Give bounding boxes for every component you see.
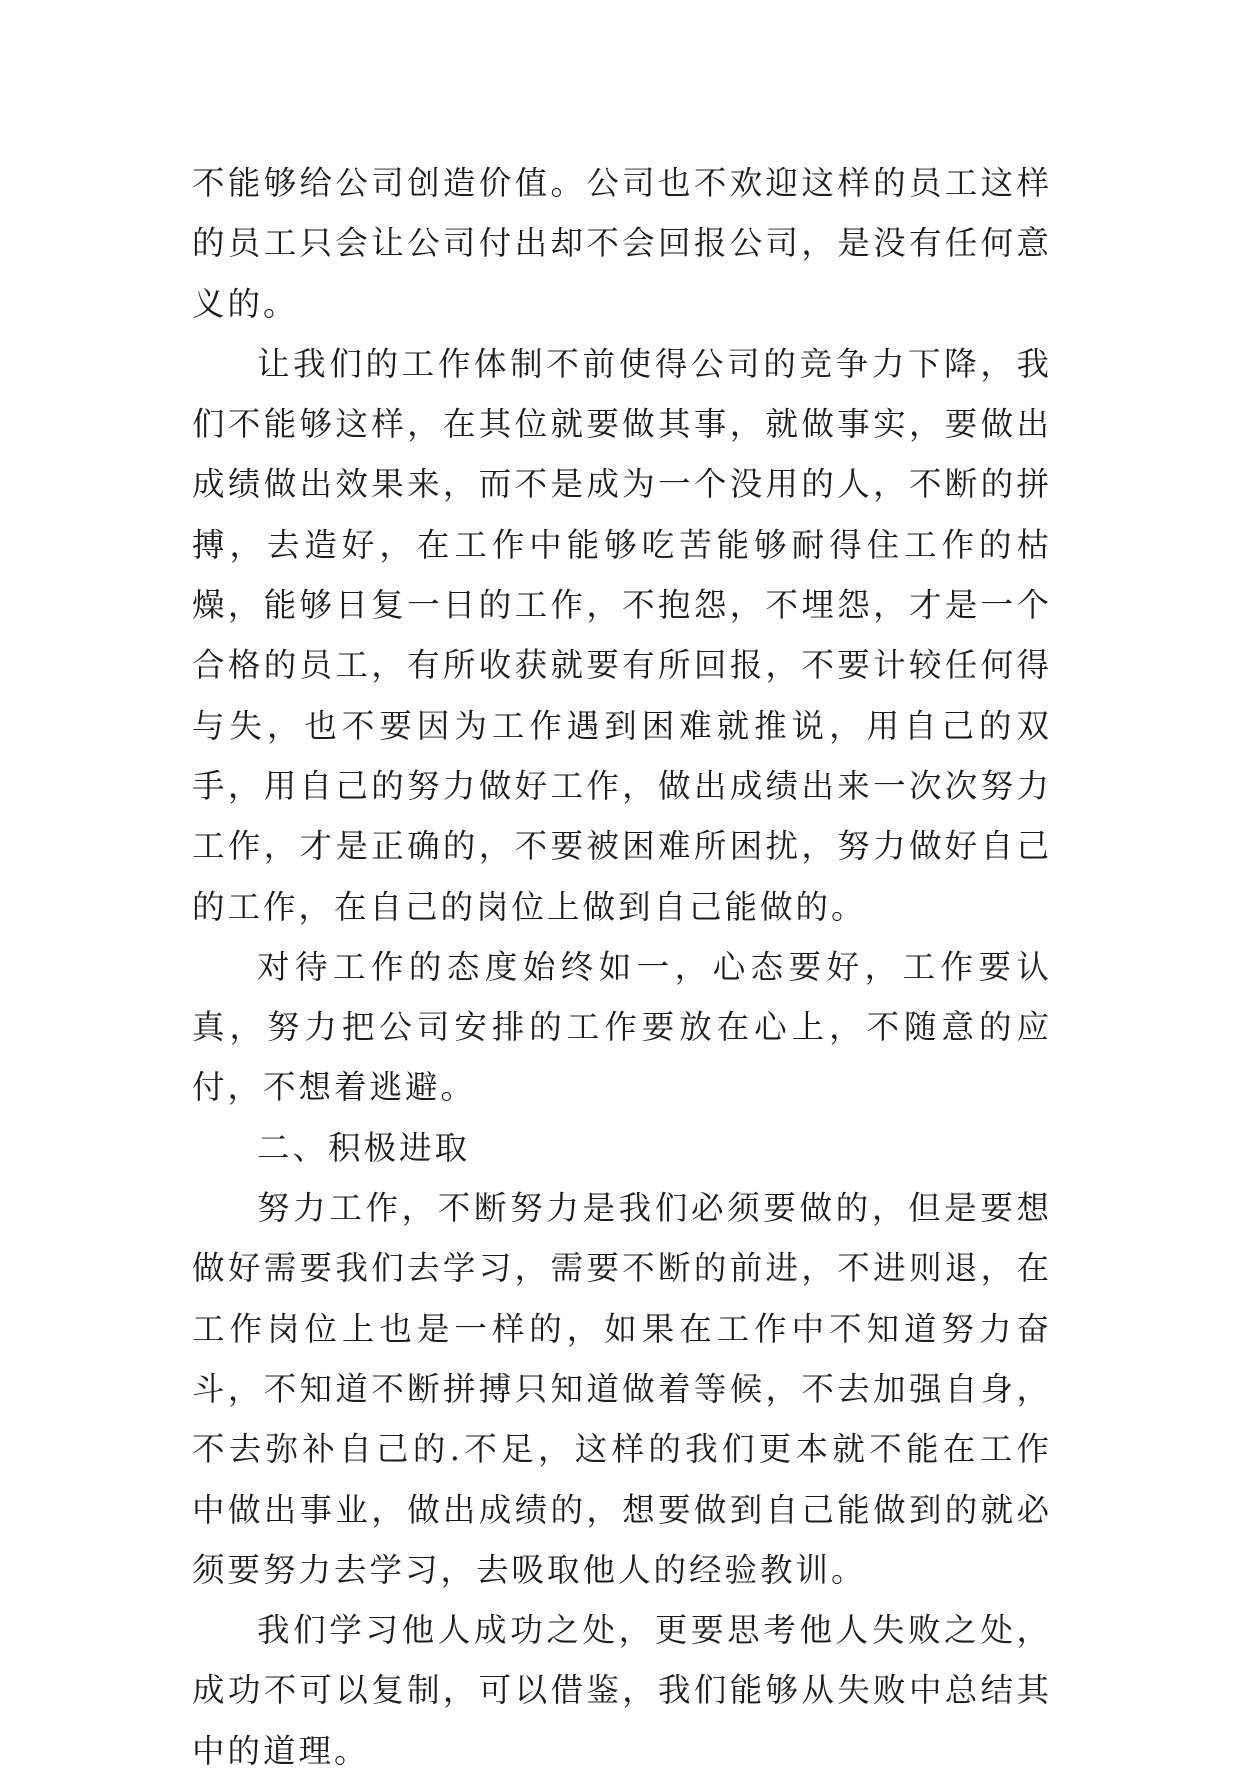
paragraph-learning: 努力工作，不断努力是我们必须要做的，但是要想做好需要我们去学习，需要不断的前进，不进则退，在工作岗位上也是一样的，如果在工作中不知道努力奋斗，不知道不断拼搏只知道做着等候，不去加强自身，不去弥补自己的.不足，这样的我们更本就不能在工作中做出事业，做出成绩的，想要做到自己能做到的就必须要努力去学习，去吸取他人的经验教训。 [192,1189,1052,1589]
paragraph-reflection: 我们学习他人成功之处，更要思考他人失败之处，成功不可以复制，可以借鉴，我们能够从失败中总结其中的道理。 [192,1611,1052,1770]
paragraph-continuation: 不能够给公司创造价值。公司也不欢迎这样的员工这样的员工只会让公司付出却不会回报公司，是没有任何意义的。 [192,164,1052,323]
paragraph-work-attitude: 让我们的工作体制不前使得公司的竞争力下降，我们不能够这样，在其位就要做其事，就做事实，要做出成绩做出效果来，而不是成为一个没用的人，不断的拼搏，去造好，在工作中能够吃苦能够耐得住工作的枯燥，能够日复一日的工作，不抱怨，不埋怨，才是一个合格的员工，有所收获就要有所回报，不要计较任何得与失，也不要因为工作遇到困难就推说，用自己的双手，用自己的努力做好工作，做出成绩出来一次次努力工作，才是正确的，不要被困难所困扰，努力做好自己的工作，在自己的岗位上做到自己能做的。 [192,344,1052,926]
paragraph-consistency: 对待工作的态度始终如一，心态要好，工作要认真，努力把公司安排的工作要放在心上，不随意的应付，不想着逃避。 [192,947,1052,1107]
document-body [192,153,1052,1781]
section-heading: 二、积极进取 [257,1128,471,1167]
